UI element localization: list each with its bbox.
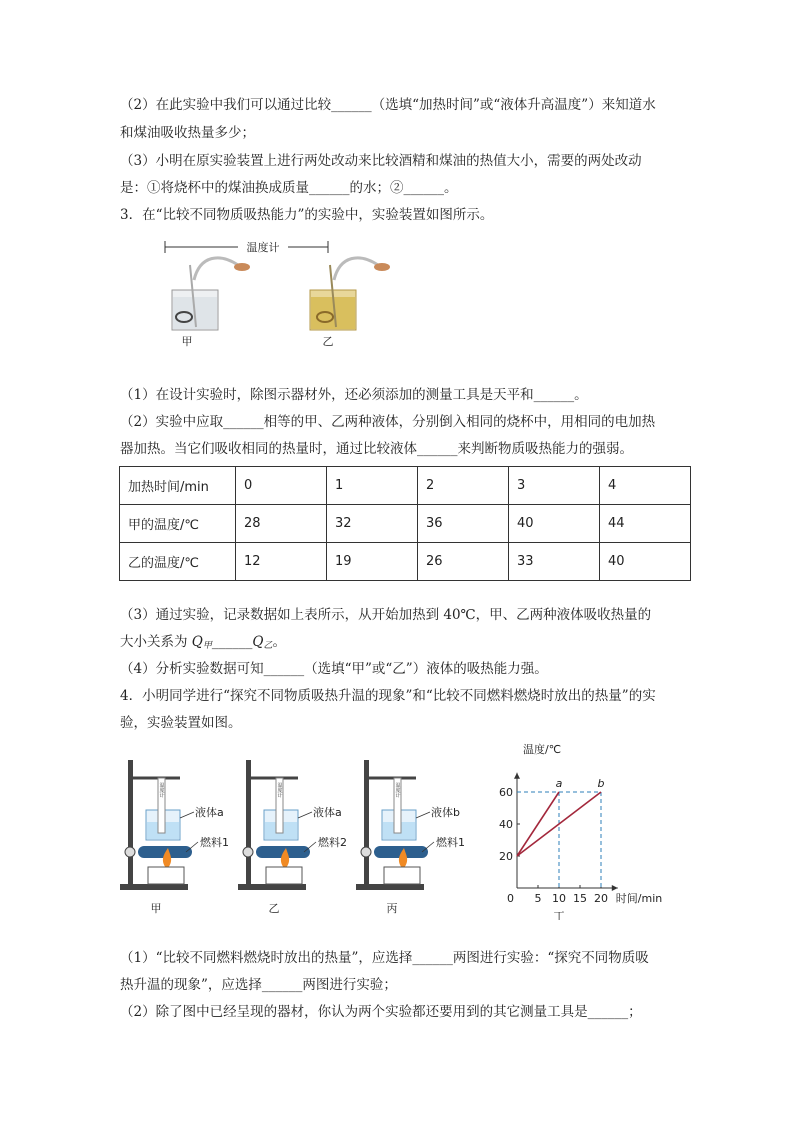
y-tick-label: 20 [499, 850, 513, 863]
fuel-apparatus-figures [118, 760, 478, 920]
fuel-label: 燃料1 [436, 836, 465, 849]
series-label-a: a [555, 777, 563, 790]
stand-base [356, 884, 424, 890]
table-cell: 加热时间/min [120, 467, 236, 505]
table-cell: 2 [418, 467, 509, 505]
clamp-knob [125, 847, 135, 857]
table-cell: 1 [327, 467, 418, 505]
table-row [120, 467, 691, 505]
p4-q2: （2）除了图中已经呈现的器材，你认为两个实验都还要用到的其它测量工具是______； [120, 1004, 642, 1020]
table-cell: 甲的温度/℃ [120, 505, 236, 543]
temperature-time-graph [495, 740, 695, 920]
setup-caption: 丙 [386, 902, 398, 915]
leader-line [416, 812, 430, 818]
x-axis-label: 时间/min [615, 892, 663, 905]
origin-label: 0 [507, 892, 514, 905]
table-cell: 4 [600, 467, 691, 505]
temperature-table [119, 466, 691, 581]
x-tick-label: 10 [552, 892, 566, 905]
table-cell: 12 [236, 543, 327, 581]
setup-caption: 甲 [150, 902, 162, 915]
clamp-knob [243, 847, 253, 857]
leader-line [180, 812, 194, 818]
stand-base [238, 884, 306, 890]
table-cell: 36 [418, 505, 509, 543]
thermometer-label: 温度计 [246, 241, 280, 254]
table-cell: 26 [418, 543, 509, 581]
table-cell: 3 [509, 467, 600, 505]
thermometer-text: 温度计 [158, 782, 165, 798]
y-tick-label: 60 [499, 786, 513, 799]
table-row [120, 543, 691, 581]
p3-q3-line2: 大小关系为 $Q_甲\_\_\_\_\_\_Q_乙$。 [120, 634, 286, 651]
caption-yi: 乙 [322, 335, 334, 348]
setup-3 [356, 760, 465, 915]
p3-q4: （4）分析实验数据可知______（选填“甲”或“乙”）液体的吸热能力强。 [120, 661, 548, 677]
p3-q2-line2: 器加热。当它们吸收相同的热量时，通过比较液体______来判断物质吸热能力的强弱。 [120, 441, 633, 457]
y-axis-label: 温度/℃ [523, 743, 562, 756]
x-tick-label: 15 [573, 892, 587, 905]
fuel-label: 燃料1 [200, 836, 229, 849]
q3-line2: 是：①将烧杯中的煤油换成质量______的水；②______。 [120, 180, 458, 196]
table-cell: 44 [600, 505, 691, 543]
table-cell: 19 [327, 543, 418, 581]
table-cell: 33 [509, 543, 600, 581]
q2-line1: （2）在此实验中我们可以通过比较______（选填“加热时间”或“液体升高温度”）来知道水 [120, 97, 656, 113]
y-tick-label: 40 [499, 818, 513, 831]
table-cell: 40 [509, 505, 600, 543]
x-tick-label: 5 [534, 892, 542, 905]
series-label-b: b [597, 777, 605, 790]
p3-q3-line1: （3）通过实验，记录数据如上表所示，从开始加热到 40℃，甲、乙两种液体吸收热量的 [120, 607, 652, 623]
table-cell: 28 [236, 505, 327, 543]
p4-q1-line1: （1）“比较不同燃料燃烧时放出的热量”，应选择______两图进行实验：“探究不同物质吸 [120, 950, 649, 966]
thermometer-text: 温度计 [394, 782, 401, 798]
q3-line1: （3）小明在原实验装置上进行两处改动来比较酒精和煤油的热值大小，需要的两处改动 [120, 153, 642, 169]
x-axis-arrow [612, 885, 618, 891]
table-cell: 0 [236, 467, 327, 505]
table-row [120, 505, 691, 543]
p3-q1: （1）在设计实验时，除图示器材外，还必须添加的测量工具是天平和______。 [120, 387, 588, 403]
problem4-line1: 4．小明同学进行“探究不同物质吸热升温的现象”和“比较不同燃料燃烧时放出的热量”的实 [120, 688, 656, 704]
setup-caption: 乙 [268, 902, 280, 915]
p4-q1-line2: 热升温的现象”，应选择______两图进行实验； [120, 977, 397, 993]
leader-line [298, 812, 312, 818]
beaker-yi [310, 258, 390, 330]
clamp-knob [361, 847, 371, 857]
problem4-line2: 验，实验装置如图。 [120, 715, 242, 731]
burner [148, 867, 184, 884]
liquid-label: 液体a [195, 806, 224, 819]
liquid-label: 液体b [431, 806, 460, 819]
beaker-jia [172, 258, 250, 330]
table-cell: 32 [327, 505, 418, 543]
setup-2 [238, 760, 347, 915]
series-line-a [517, 792, 559, 856]
burner [384, 867, 420, 884]
p3-q2-line1: （2）实验中应取______相等的甲、乙两种液体，分别倒入相同的烧杯中，用相同的电加热 [120, 414, 656, 430]
fuel-label: 燃料2 [318, 836, 347, 849]
x-tick-label: 20 [594, 892, 608, 905]
problem3-title: 3．在“比较不同物质吸热能力”的实验中，实验装置如图所示。 [120, 207, 494, 223]
table-cell: 40 [600, 543, 691, 581]
thermometer-text: 温度计 [276, 782, 283, 798]
liquid-label: 液体a [313, 806, 342, 819]
table-cell: 乙的温度/℃ [120, 543, 236, 581]
graph-caption: 丁 [553, 910, 565, 920]
setup-1 [120, 760, 229, 915]
burner [266, 867, 302, 884]
q2-line2: 和煤油吸收热量多少； [120, 125, 255, 141]
y-axis-arrow [514, 773, 520, 779]
stand-base [120, 884, 188, 890]
heating-apparatus-figure [160, 235, 400, 350]
caption-jia: 甲 [181, 335, 193, 348]
